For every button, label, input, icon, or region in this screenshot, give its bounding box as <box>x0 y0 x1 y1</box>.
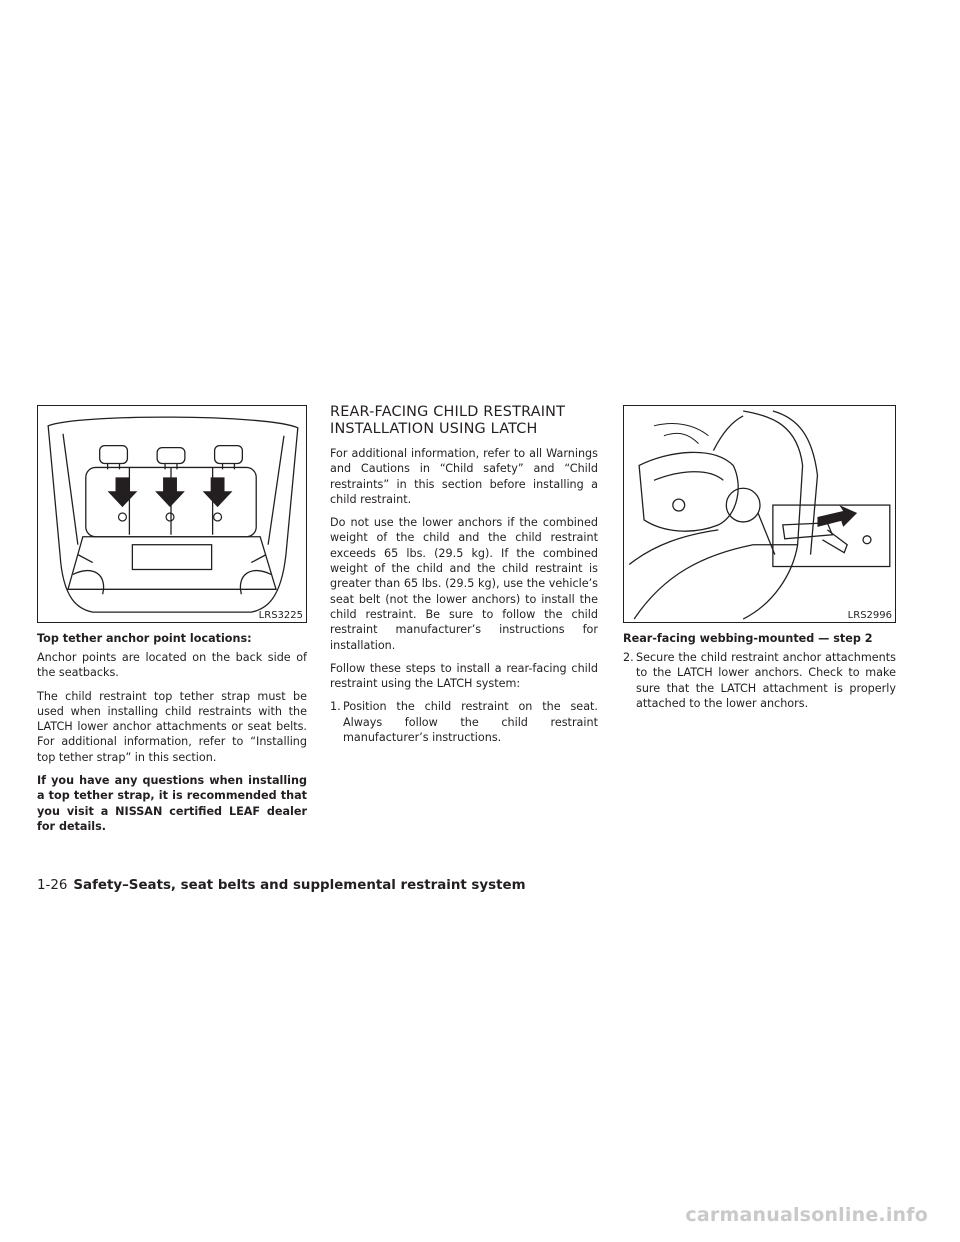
heading-line-2: INSTALLATION USING LATCH <box>330 421 538 437</box>
section-heading <box>330 404 598 438</box>
column-2 <box>330 404 598 751</box>
latch-attachment-illustration <box>624 406 895 622</box>
paragraph: Do not use the lower anchors if the combined weight of the child and the child restraint exceeds 65 lbs. (29.5 kg). If the combined weight of the child and the child restraint is greater than 65 lbs. (29.5 kg), use the vehicle’s seat belt (not the lower anchors) to install the child restraint. Be sure to follow the child restraint manufacturer’s instructions for installation. <box>330 516 598 652</box>
column-1 <box>37 405 307 842</box>
cargo-area-illustration <box>38 406 306 622</box>
step-number: 2. <box>623 651 634 664</box>
figure-caption: Rear-facing webbing-mounted — step 2 <box>623 632 873 645</box>
heading-line-1: REAR-FACING CHILD RESTRAINT <box>330 404 566 420</box>
step-2 <box>623 650 896 711</box>
rear-facing-figure <box>623 405 896 623</box>
figure-code: LRS2996 <box>847 610 892 621</box>
page-number: 1-26 <box>37 878 68 893</box>
column-3 <box>623 405 896 717</box>
page-footer <box>37 878 526 894</box>
paragraph: The child restraint top tether strap must be used when installing child restraints with the LATCH lower anchor attachments or seat belts. For additional information, refer to “Installing top tether strap” in this section. <box>37 689 307 764</box>
step-text: Position the child restraint on the seat. Always follow the child restraint manufacturer’s instructions. <box>343 700 598 745</box>
section-title: Safety–Seats, seat belts and supplemental restraint system <box>73 878 526 893</box>
paragraph: Anchor points are located on the back side of the seatbacks. <box>37 651 307 680</box>
figure-code: LRS3225 <box>258 610 303 621</box>
paragraph: For additional information, refer to all Warnings and Cautions in “Child safety” and “Child restraints” in this section before installing a child restraint. <box>330 447 598 506</box>
step-text: Secure the child restraint anchor attachments to the LATCH lower anchors. Check to make sure that the LATCH attachment is properly attached to the lower anchors. <box>636 651 896 710</box>
step-number: 1. <box>330 700 341 714</box>
tether-anchor-figure <box>37 405 307 623</box>
paragraph: Follow these steps to install a rear-facing child restraint using the LATCH system: <box>330 661 598 691</box>
watermark: carmanualsonline.info <box>685 1204 928 1226</box>
step-1 <box>330 699 598 745</box>
dealer-note: If you have any questions when installing a top tether strap, it is recommended that you visit a NISSAN certified LEAF dealer for details. <box>37 774 307 833</box>
figure-caption: Top tether anchor point locations: <box>37 632 252 645</box>
